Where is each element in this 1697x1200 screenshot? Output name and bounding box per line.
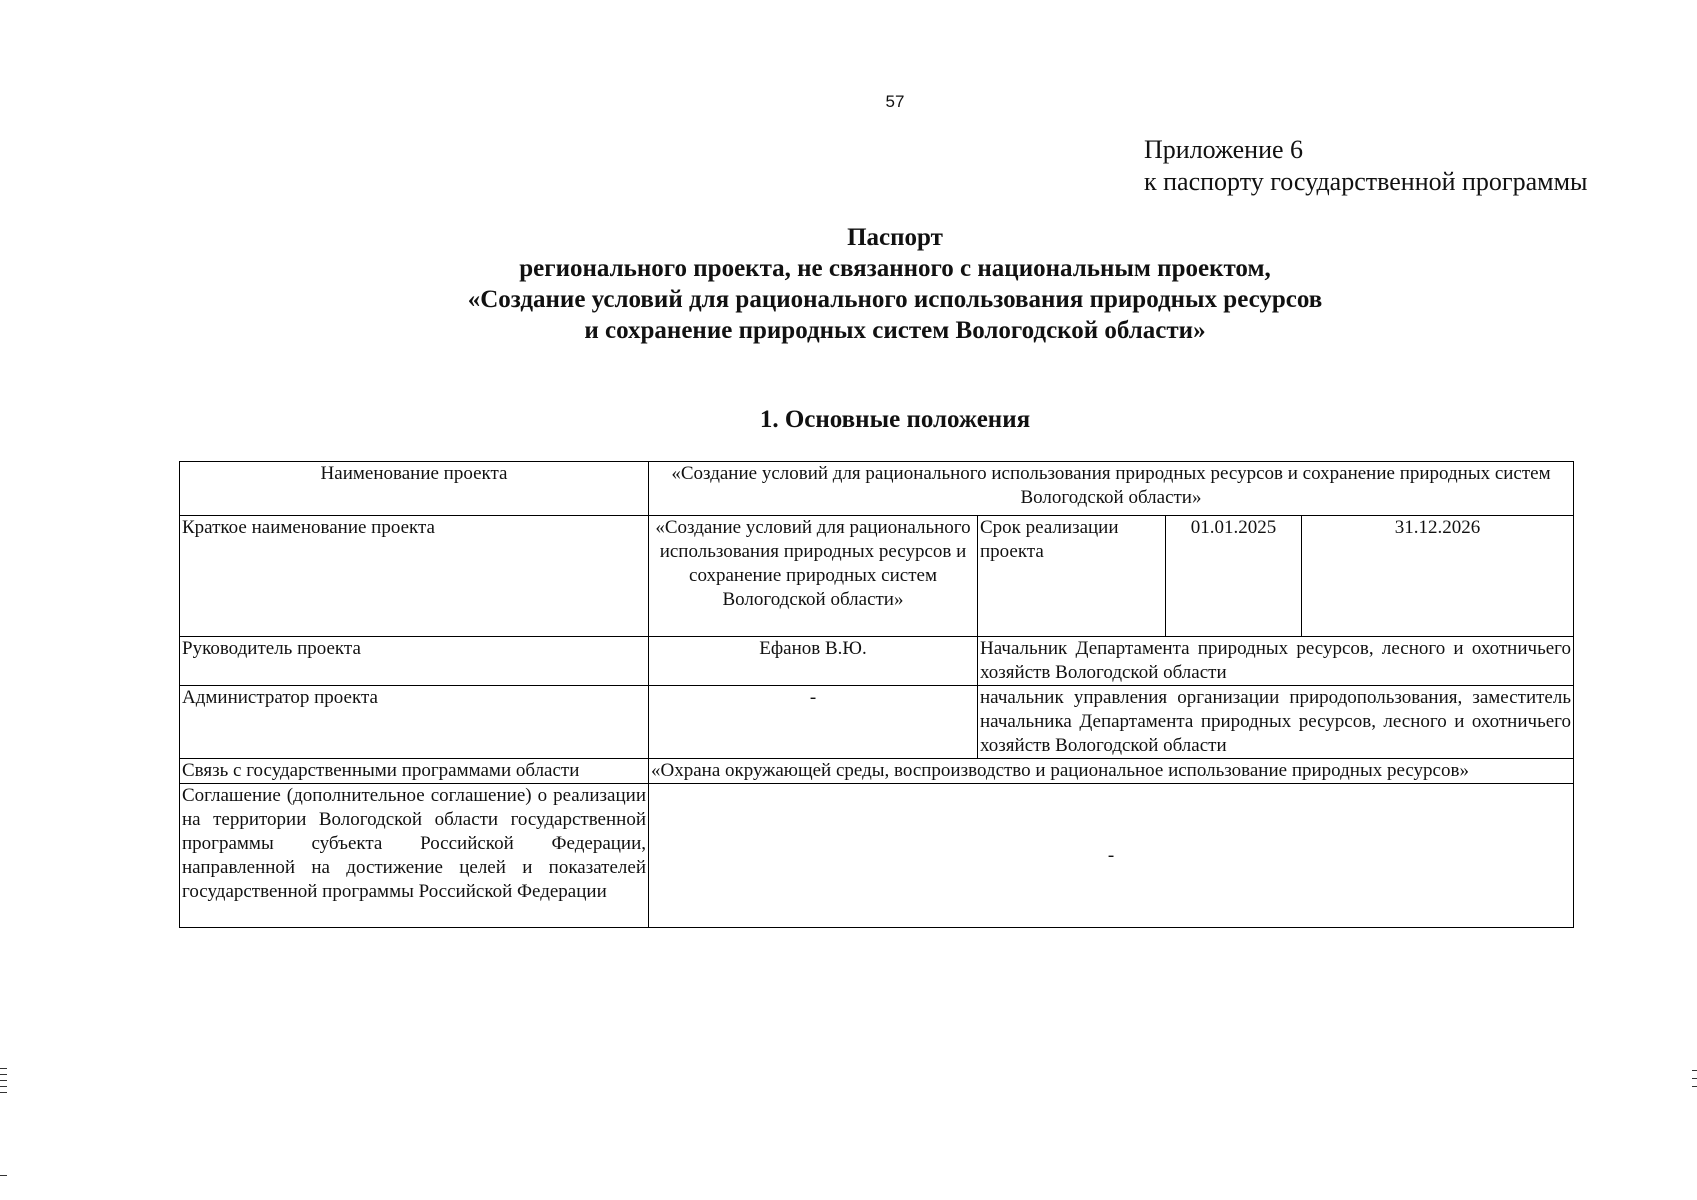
term-label: Срок реализации проекта bbox=[978, 516, 1166, 637]
edge-mark bbox=[1692, 1078, 1697, 1079]
administrator-name: - bbox=[649, 686, 978, 759]
agreement-label: Соглашение (дополнительное соглашение) о реализации на территории Вологодской области государственной программы субъекта Российской Федерации, направленной на достижение целей и показателей государственной программы Российской Федерации bbox=[180, 784, 649, 928]
passport-table bbox=[179, 461, 1574, 928]
title-line-1: Паспорт bbox=[847, 224, 943, 251]
administrator-position: начальник управления организации природопользования, заместитель начальника Департамента природных ресурсов, лесного и охотничьего хозяйств Вологодской области bbox=[978, 686, 1574, 759]
appendix-line-1: Приложение 6 bbox=[1144, 135, 1304, 164]
edge-mark bbox=[0, 1074, 7, 1075]
appendix-line-2: к паспорту государственной программы bbox=[1144, 167, 1588, 196]
leader-position: Начальник Департамента природных ресурсов, лесного и охотничьего хозяйств Вологодской области bbox=[978, 637, 1574, 686]
document-title bbox=[0, 222, 1697, 346]
programs-link-value: «Охрана окружающей среды, воспроизводство и рациональное использование природных ресурсов» bbox=[649, 759, 1574, 784]
edge-mark bbox=[0, 1092, 7, 1093]
short-name-label: Краткое наименование проекта bbox=[180, 516, 649, 637]
page-number: 57 bbox=[885, 92, 905, 111]
title-line-3: «Создание условий для рационального использования природных ресурсов bbox=[467, 286, 1323, 313]
row-short-name bbox=[180, 516, 1574, 637]
programs-link-label: Связь с государственными программами области bbox=[180, 759, 649, 784]
administrator-label: Администратор проекта bbox=[180, 686, 649, 759]
agreement-value: - bbox=[649, 784, 1574, 928]
project-name-value: «Создание условий для рационального использования природных ресурсов и сохранение природных систем Вологодской области» bbox=[649, 462, 1574, 516]
project-name-label: Наименование проекта bbox=[180, 462, 649, 516]
start-date: 01.01.2025 bbox=[1166, 516, 1302, 637]
edge-mark bbox=[0, 1086, 7, 1087]
leader-name: Ефанов В.Ю. bbox=[649, 637, 978, 686]
title-line-4: и сохранение природных систем Вологодской области» bbox=[584, 317, 1206, 344]
section-heading: 1. Основные положения bbox=[759, 406, 1031, 433]
edge-mark bbox=[1692, 1070, 1697, 1071]
short-name-value: «Создание условий для рационального использования природных ресурсов и сохранение природных систем Вологодской области» bbox=[649, 516, 978, 637]
leader-label: Руководитель проекта bbox=[180, 637, 649, 686]
appendix-note bbox=[1144, 134, 1588, 198]
row-leader bbox=[180, 637, 1574, 686]
row-agreement bbox=[180, 784, 1574, 928]
edge-mark bbox=[1692, 1086, 1697, 1087]
title-line-2: регионального проекта, не связанного с национальным проектом, bbox=[519, 255, 1271, 282]
row-project-name bbox=[180, 462, 1574, 516]
row-programs-link bbox=[180, 759, 1574, 784]
row-administrator bbox=[180, 686, 1574, 759]
edge-mark bbox=[0, 1080, 7, 1081]
end-date: 31.12.2026 bbox=[1302, 516, 1574, 637]
edge-mark bbox=[0, 1175, 7, 1176]
edge-mark bbox=[0, 1068, 7, 1069]
